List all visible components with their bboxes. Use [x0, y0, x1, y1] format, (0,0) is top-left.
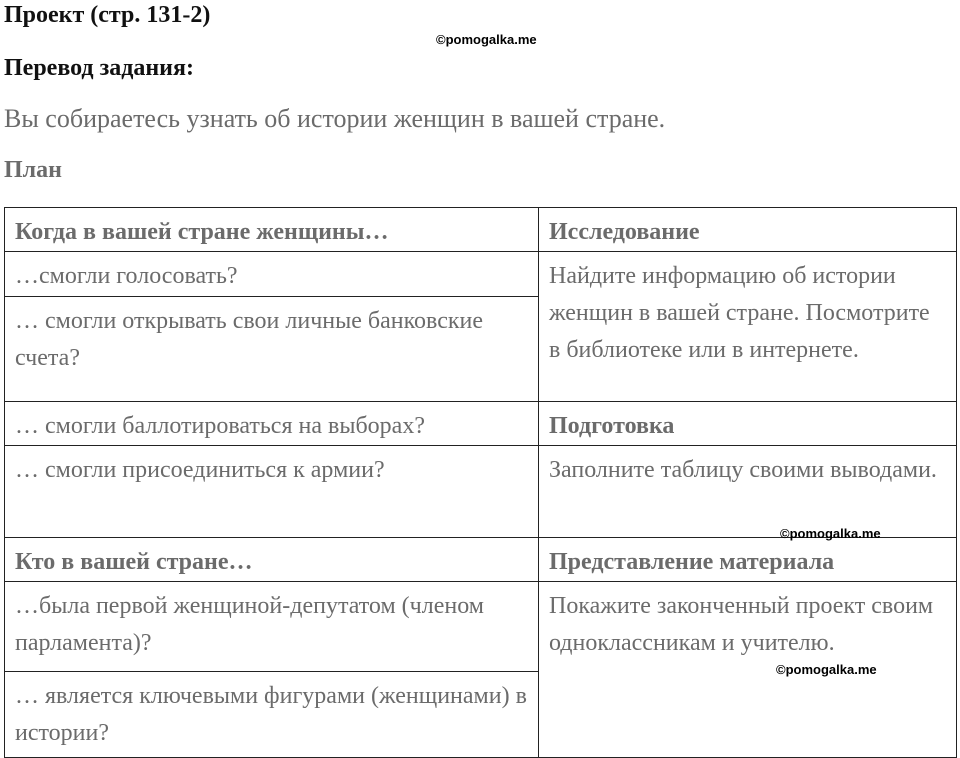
research-header: Исследование: [539, 208, 957, 252]
when-item-bank: … смогли открывать свои личные банковские счета?: [5, 297, 539, 402]
who-item-key-figures: … является ключевыми фигурами (женщинами) в истории?: [5, 672, 539, 758]
who-item-deputy: …была первой женщиной-депутатом (членом парламента)?: [5, 582, 539, 672]
research-text: Найдите информацию об истории женщин в вашей стране. Посмотрите в библиотеке или в интернете.: [539, 252, 957, 402]
page-title: Проект (стр. 131-2): [4, 2, 211, 28]
task-text: Вы собираетесь узнать об истории женщин в вашей стране.: [4, 104, 666, 133]
presentation-header: Представление материала: [539, 538, 957, 582]
prep-text: Заполните таблицу своими выводами.: [539, 446, 957, 538]
when-header: Когда в вашей стране женщины…: [5, 208, 539, 252]
watermark: ©pomogalka.me: [780, 526, 881, 541]
plan-heading: План: [4, 157, 62, 183]
presentation-text: Покажите законченный проект своим одноклассникам и учителю.: [539, 582, 957, 758]
watermark: ©pomogalka.me: [436, 32, 537, 47]
watermark: ©pomogalka.me: [776, 662, 877, 677]
when-item-election: … смогли баллотироваться на выборах?: [5, 402, 539, 446]
who-header: Кто в вашей стране…: [5, 538, 539, 582]
section-heading: Перевод задания:: [4, 55, 194, 81]
when-item-vote: …смогли голосовать?: [5, 252, 539, 297]
prep-header: Подготовка: [539, 402, 957, 446]
when-item-army: … смогли присоединиться к армии?: [5, 446, 539, 538]
